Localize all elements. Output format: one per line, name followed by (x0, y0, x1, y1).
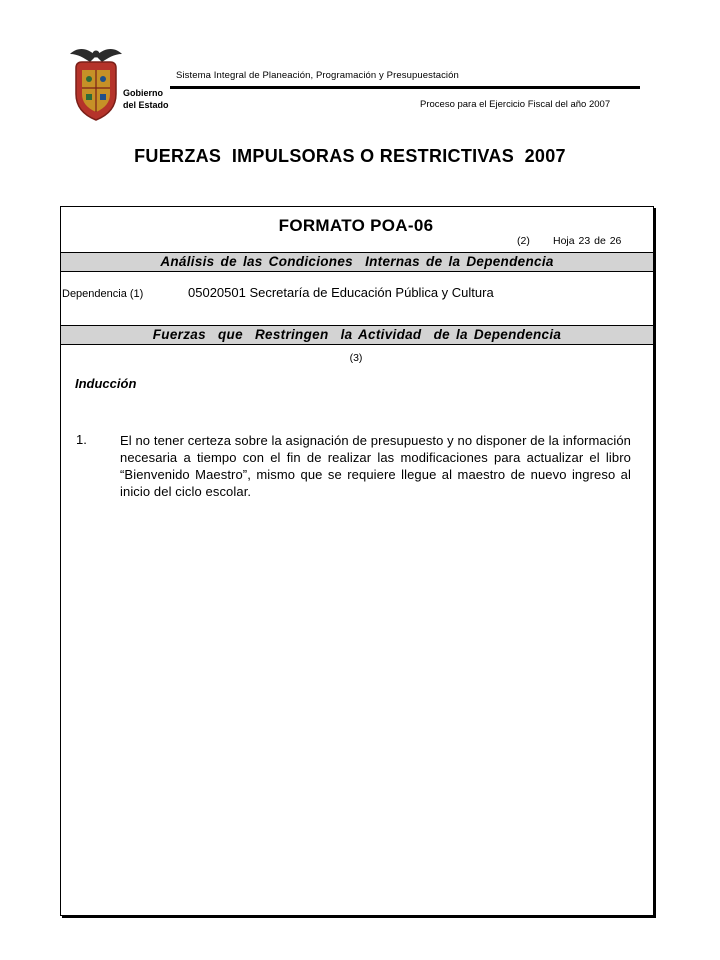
fiscal-process-label: Proceso para el Ejercicio Fiscal del año 2007 (420, 99, 611, 110)
dependency-label: Dependencia (1) (62, 288, 144, 300)
form-frame (60, 206, 654, 916)
dependency-value: 05020501 Secretaría de Educación Pública y Cultura (188, 285, 494, 300)
restricting-forces-band: Fuerzas que Restringen la Actividad de la Dependencia (61, 325, 653, 345)
government-label-line1: Gobierno (123, 88, 163, 98)
government-label-line2: del Estado (123, 100, 169, 110)
analysis-section-band: Análisis de las Condiciones Internas de la Dependencia (61, 252, 653, 272)
page-title: FUERZAS IMPULSORAS O RESTRICTIVAS 2007 (134, 146, 566, 166)
section-title: Inducción (75, 376, 137, 391)
format-title: FORMATO POA-06 (278, 216, 434, 235)
reference-3: (3) (349, 352, 363, 364)
system-title: Sistema Integral de Planeación, Programación y Presupuestación (176, 70, 459, 81)
header-divider (170, 86, 640, 89)
list-item-text: El no tener certeza sobre la asignación de presupuesto y no disponer de la información necesaria a tiempo con el fin de realizar las modificaciones para actualizar el libro “Bienvenido Maestro”, mismo que se requiere llegue al maestro de nuevo ingreso al inicio del ciclo escolar. (120, 433, 631, 499)
sheet-number: Hoja 23 de 26 (553, 235, 622, 247)
reference-2: (2) (517, 235, 530, 247)
list-item-number: 1. (76, 432, 87, 447)
state-coat-of-arms-icon (68, 42, 124, 122)
